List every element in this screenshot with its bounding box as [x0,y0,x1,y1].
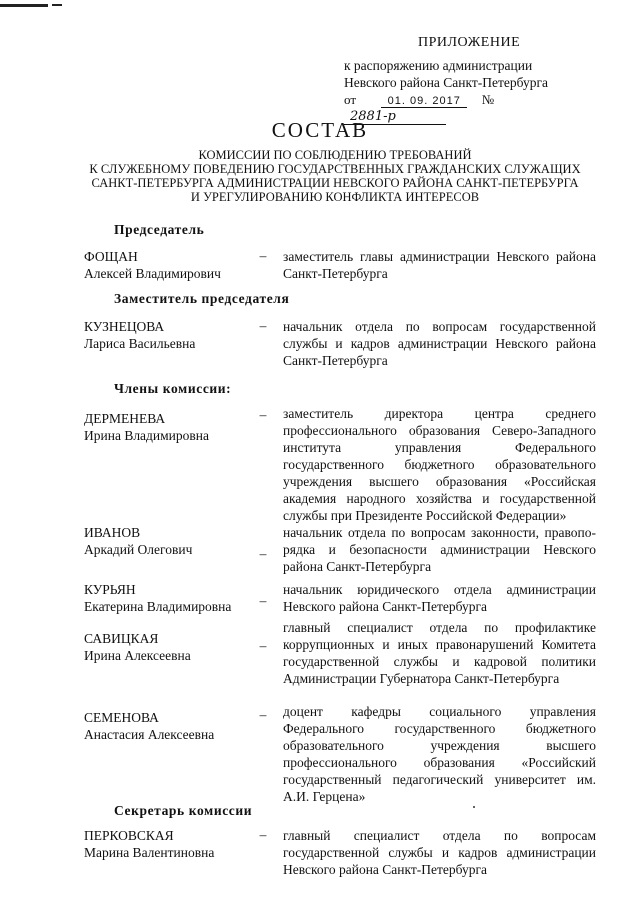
scan-edge-mark [52,4,62,6]
member-role: начальник юридического отдела администрации Невского района Санкт-Петербурга [283,582,596,614]
member-surname: ПЕРКОВСКАЯ [84,828,174,843]
member-name [84,410,254,444]
section-chair: Председатель [114,222,205,237]
separator-dash: – [259,248,267,263]
member-surname: КУЗНЕЦОВА [84,319,165,334]
member-surname: КУРЬЯН [84,582,136,597]
member-given-name: Марина Валентиновна [84,845,215,860]
member-surname: ФОЩАН [84,249,138,264]
member-given-name: Алексей Владимирович [84,266,221,281]
member-name [84,709,254,743]
member-surname: ДЕРМЕНЕВА [84,411,166,426]
member-role: доцент кафедры социального управления Федерального государственного бюджетного образовательного учреждения высшего профессионального образования «Российский государственный педагогический университет им. А.И. Герцена» [283,704,596,804]
scan-edge-mark [0,4,48,7]
member-name [84,630,254,664]
subtitle-line: И УРЕГУЛИРОВАНИЮ КОНФЛИКТА ИНТЕРЕСОВ [190,190,480,204]
separator-dash: – [259,638,267,653]
scan-speck [473,806,475,808]
separator-dash: – [259,827,267,842]
section-members: Члены комиссии: [114,381,232,396]
order-ref-line2: Невского района Санкт-Петербурга [344,75,549,90]
subtitle-line: КОМИССИИ ПО СОБЛЮДЕНИЮ ТРЕБОВАНИЙ [198,148,472,162]
separator-dash: – [259,546,267,561]
member-name [84,318,254,352]
document-subtitle [60,148,610,204]
separator-dash: – [259,707,267,722]
appendix-header [344,34,624,91]
member-surname: САВИЦКАЯ [84,631,159,646]
subtitle-line: САНКТ-ПЕТЕРБУРГА АДМИНИСТРАЦИИ НЕВСКОГО РАЙОНА САНКТ-ПЕТЕРБУРГА [91,176,579,190]
document-title: СОСТАВ [271,118,369,142]
order-ref-line1: к распоряжению администрации [344,58,533,73]
member-given-name: Лариса Васильевна [84,336,196,351]
member-role: начальник отдела по вопросам государственной службы и кадров администрации Невского района Санкт-Петербурга [283,319,596,368]
member-given-name: Ирина Владимировна [84,428,210,443]
number-sign: № [481,92,495,107]
member-surname: СЕМЕНОВА [84,710,159,725]
separator-dash: – [259,593,267,608]
member-name [84,827,254,861]
member-name [84,581,254,615]
section-deputy: Заместитель председателя [114,291,290,306]
member-role: заместитель главы администрации Невского района Санкт-Петербурга [283,249,596,281]
member-given-name: Ирина Алексеевна [84,648,191,663]
member-role: главный специалист отдела по профилактике коррупционных и иных правонарушений Комитета государственной службы и кадровой политики Администрации Губернатора Санкт-Петербурга [283,620,596,686]
order-number: 2881-р [344,109,446,125]
section-secretary: Секретарь комиссии [114,803,253,818]
member-name [84,524,254,558]
date-prefix: от [344,92,357,107]
member-name [84,248,254,282]
separator-dash: – [259,318,267,333]
member-role: начальник отдела по вопросам законности, правопо-рядка и безопасности администрации Невского района Санкт-Петербурга [283,525,596,574]
member-role: главный специалист отдела по вопросам государственной службы и кадров администрации Невского района Санкт-Петербурга [283,828,596,877]
separator-dash: – [259,407,267,422]
order-date: 01. 09. 2017 [381,95,467,108]
appendix-label: ПРИЛОЖЕНИЕ [418,35,521,50]
member-given-name: Екатерина Владимировна [84,599,232,614]
member-role: заместитель директора центра среднего профессионального образования Северо-Западного института управления Федерального государственного бюджетного образовательного учреждения высшего образования «Российская академия народного хозяйства и государственной службы при Президенте Российской Федерации» [283,406,596,523]
subtitle-line: К СЛУЖЕБНОМУ ПОВЕДЕНИЮ ГОСУДАРСТВЕННЫХ ГРАЖДАНСКИХ СЛУЖАЩИХ [89,162,581,176]
member-surname: ИВАНОВ [84,525,141,540]
member-given-name: Аркадий Олегович [84,542,193,557]
member-given-name: Анастасия Алексеевна [84,727,215,742]
